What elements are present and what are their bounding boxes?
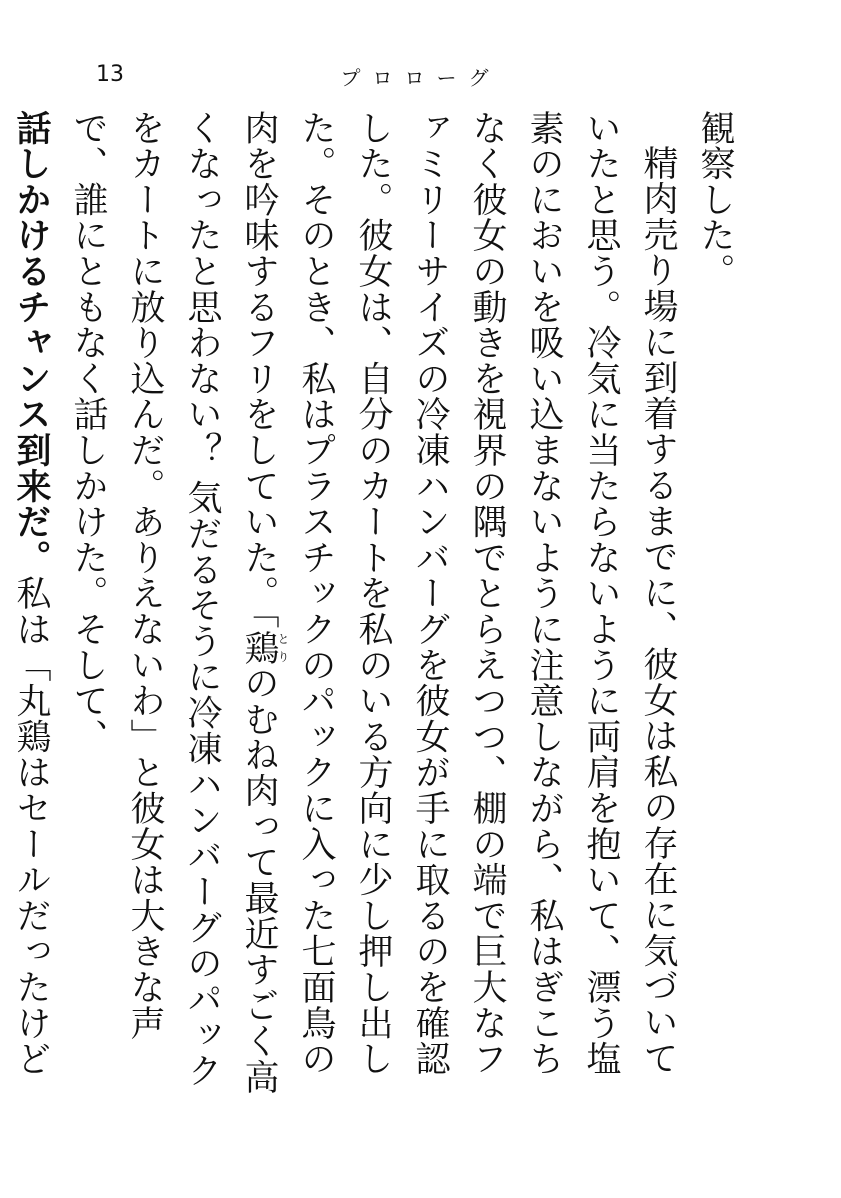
text-run: 精肉売り場に到着するまでに、彼女は私の存在に気づいていたと思う。冷気に当たらないように両肩を抱いて、漂う塩素のにおいを吸い込まないように注意しながら、私はぎこちなく彼女の動きを視界の隅でとらえつつ、棚の端で巨大なファミリーサイズの冷凍ハンバーグを彼女が手に取るのを確認した。彼女は、自分のカートを私のいる方向に少し押し出した。そのとき、私はプラスチックのパックに入った七面鳥の肉を吟味するフリをしていた。「 [239,110,678,1077]
paragraph [0,110,59,1100]
text-run: のむね肉って最近すごく高くなったと思わない？ 気だるそうに冷凍ハンバーグのパックをカートに放り込んだ。 [125,110,279,1095]
paragraph [59,110,686,1100]
body-text [0,110,743,1100]
text-run: 観察した。 [695,110,735,289]
page-number: 13 [96,62,124,87]
running-header-title: プロローグ [340,66,501,90]
text-run: 私は「丸鶏はセールだったけど [11,575,51,1077]
bold-text-run: 話しかけるチャンス到来だ。 [11,110,51,576]
paragraph [686,110,743,1100]
ruby-annotation: 鶏とり [239,629,290,666]
text-run: ありえないわ」と彼女は大きな声で、誰にともなく話しかけた。そして、 [68,110,165,1041]
